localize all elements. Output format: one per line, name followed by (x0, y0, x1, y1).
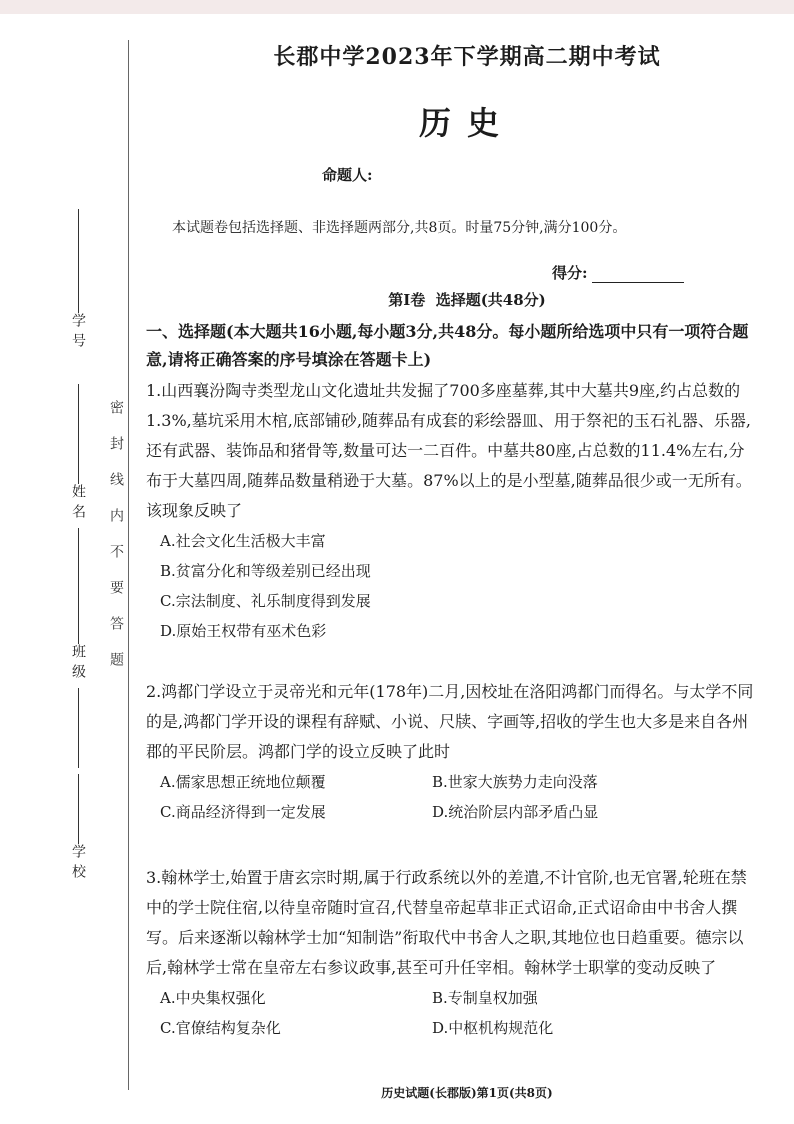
setter-label: 命题人: (322, 166, 373, 184)
score-blank (592, 266, 684, 283)
binding-line (78, 528, 79, 608)
binding-field-class (70, 600, 86, 768)
seal-line-notice: 密封线内不要答题 (108, 400, 124, 688)
binding-line (78, 604, 79, 644)
option-b: B.专制皇权加强 (432, 989, 538, 1007)
score-field (552, 262, 684, 283)
binding-label-name: 姓名 (70, 484, 86, 524)
binding-field-student-id (70, 205, 86, 353)
binding-line (78, 774, 79, 844)
option-d: D.原始王权带有巫术色彩 (160, 622, 327, 640)
question-1 (146, 376, 758, 646)
question-stem: 1.山西襄汾陶寺类型龙山文化遗址共发掘了700多座墓葬,其中大墓共9座,约占总数的1.3%,墓坑采用木棺,底部铺砂,随葬品有成套的彩绘器皿、用于祭祀的玉石礼器、乐器,还有武器、装饰品和猪骨等,数量可达一二百件。中墓共80座,占总数的11.4%左右,分布于大墓四周,随葬品数量稍逊于大墓。87%以上的是小型墓,随葬品很少或一无所有。该现象反映了 (146, 381, 752, 520)
binding-field-school (70, 770, 86, 884)
binding-field-name (70, 380, 86, 608)
option-d: D.统治阶层内部矛盾凸显 (432, 803, 599, 821)
binding-label-student-id: 学号 (70, 313, 86, 353)
option-c: C.商品经济得到一定发展 (160, 803, 326, 821)
option-grid (146, 983, 758, 1043)
option-a: A.儒家思想正统地位颠覆 (160, 773, 326, 791)
page-footer: 历史试题(长郡版)第1页(共8页) (381, 1086, 553, 1100)
subject-title: 历史 (418, 104, 515, 142)
question-stem: 2.鸿都门学设立于灵帝光和元年(178年)二月,因校址在洛阳鸿都门而得名。与太学不同的是,鸿都门学开设的课程有辞赋、小说、尺牍、字画等,招收的学生也大多是来自各州郡的平民阶层。鸿都门学的设立反映了此时 (146, 682, 754, 761)
option-a: A.中央集权强化 (160, 989, 266, 1007)
exam-instructions: 本试题卷包括选择题、非选择题两部分,共8页。时量75分钟,满分100分。 (172, 220, 627, 236)
question-3 (146, 863, 758, 1043)
option-c: C.官僚结构复杂化 (160, 1019, 281, 1037)
binding-label-school: 学校 (70, 844, 86, 884)
question-stem: 3.翰林学士,始置于唐玄宗时期,属于行政系统以外的差遣,不计官阶,也无官署,轮班在禁中的学士院住宿,以待皇帝随时宣召,代替皇帝起草非正式诏命,正式诏命由中书舍人撰写。后来逐渐以翰林学士加“知制诰”衔取代中书舍人之职,其地位也日趋重要。德宗以后,翰林学士常在皇帝左右参议政事,甚至可升任宰相。翰林学士职掌的变动反映了 (146, 868, 747, 977)
section-description: 一、选择题(本大题共16小题,每小题3分,共48分。每小题所给选项中只有一项符合题意,请将正确答案的序号填涂在答题卡上) (146, 322, 749, 369)
question-2 (146, 677, 758, 827)
score-label: 得分: (552, 264, 588, 282)
section-title: 第Ⅰ卷 选择题(共48分) (388, 291, 546, 309)
option-b: B.世家大族势力走向没落 (432, 773, 598, 791)
binding-line (78, 384, 79, 484)
option-d: D.中枢机构规范化 (432, 1019, 554, 1037)
binding-divider (128, 40, 129, 1090)
option-a: A.社会文化生活极大丰富 (160, 532, 326, 550)
option-grid (146, 767, 758, 827)
binding-label-class: 班级 (70, 644, 86, 684)
binding-line (78, 209, 79, 313)
binding-line (78, 688, 79, 768)
option-c: C.宗法制度、礼乐制度得到发展 (160, 592, 371, 610)
option-b: B.贫富分化和等级差别已经出现 (160, 562, 371, 580)
exam-title: 长郡中学2023年下学期高二期中考试 (273, 44, 661, 70)
